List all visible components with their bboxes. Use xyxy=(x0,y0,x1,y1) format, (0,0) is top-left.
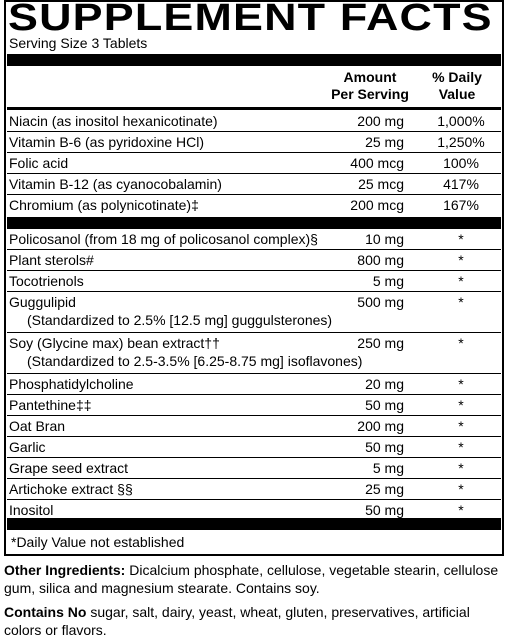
nutrient-daily-value: * xyxy=(458,397,464,413)
nutrient-amount: 200 mcg xyxy=(350,197,404,213)
thick-divider-top xyxy=(7,54,501,66)
nutrient-amount: 25 mcg xyxy=(358,176,404,192)
nutrient-daily-value: 1,000% xyxy=(437,113,485,129)
contains-no-label: Contains No xyxy=(4,604,87,620)
other-ingredients xyxy=(4,561,510,597)
row-divider xyxy=(7,332,501,333)
nutrient-daily-value: * xyxy=(458,460,464,476)
nutrient-name: Plant sterols# xyxy=(9,252,94,268)
row-divider xyxy=(7,152,501,153)
nutrient-standardization: (Standardized to 2.5% [12.5 mg] guggulsterones) xyxy=(27,312,333,328)
daily-value-header-line1: % Daily xyxy=(432,69,482,85)
nutrient-name: Pantethine‡‡ xyxy=(9,397,92,413)
nutrient-standardization: (Standardized to 2.5-3.5% [6.25-8.75 mg] isoflavones) xyxy=(27,353,363,369)
nutrient-name: Grape seed extract xyxy=(9,460,129,476)
nutrient-daily-value: 417% xyxy=(443,176,479,192)
nutrient-daily-value: * xyxy=(458,481,464,497)
row-divider xyxy=(7,249,501,250)
nutrient-name: Chromium (as polynicotinate)‡ xyxy=(9,197,199,213)
row-divider xyxy=(7,131,501,132)
nutrient-name: Vitamin B-6 (as pyridoxine HCl) xyxy=(9,134,205,150)
nutrient-amount: 25 mg xyxy=(365,481,404,497)
header-divider xyxy=(7,107,501,110)
nutrient-amount: 250 mg xyxy=(357,335,404,351)
daily-value-header xyxy=(412,69,502,103)
nutrient-daily-value: * xyxy=(458,335,464,351)
nutrient-name: Folic acid xyxy=(9,155,69,171)
amount-header-line2: Per Serving xyxy=(331,86,409,102)
nutrient-name: Oat Bran xyxy=(9,418,66,434)
row-divider xyxy=(7,436,501,437)
amount-header-line1: Amount xyxy=(343,69,397,85)
nutrient-amount: 5 mg xyxy=(372,460,404,476)
nutrient-name: Inositol xyxy=(9,502,54,518)
nutrient-amount: 50 mg xyxy=(365,439,404,455)
nutrient-amount: 25 mg xyxy=(365,134,404,150)
contains-no-text: sugar, salt, dairy, yeast, wheat, gluten, preservatives, artificial colors or flavors. xyxy=(4,604,470,638)
nutrient-name: Artichoke extract §§ xyxy=(9,481,133,497)
nutrient-name: Tocotrienols xyxy=(9,273,84,289)
nutrient-name: Guggulipid xyxy=(9,294,76,310)
nutrient-daily-value: 1,250% xyxy=(437,134,485,150)
nutrient-name: Garlic xyxy=(9,439,46,455)
nutrient-daily-value: * xyxy=(458,418,464,434)
nutrient-daily-value: 100% xyxy=(443,155,479,171)
nutrient-daily-value: * xyxy=(458,376,464,392)
other-ingredients-text: Dicalcium phosphate, cellulose, vegetable stearin, cellulose gum, silica and magnesium stearate. Contains soy. xyxy=(4,562,499,596)
row-divider xyxy=(7,270,501,271)
nutrient-amount: 50 mg xyxy=(365,502,404,518)
nutrient-daily-value: * xyxy=(458,231,464,247)
nutrient-amount: 500 mg xyxy=(357,294,404,310)
contains-no xyxy=(4,603,510,639)
nutrient-name: Phosphatidylcholine xyxy=(9,376,134,392)
row-divider xyxy=(7,373,501,374)
nutrient-amount: 10 mg xyxy=(365,231,404,247)
serving-size: Serving Size 3 Tablets xyxy=(9,35,148,51)
nutrient-daily-value: * xyxy=(458,273,464,289)
amount-header xyxy=(318,69,422,103)
nutrient-daily-value: * xyxy=(458,439,464,455)
thick-divider-bottom xyxy=(7,518,501,530)
nutrient-daily-value: * xyxy=(458,294,464,310)
panel-title: SUPPLEMENT FACTS xyxy=(8,0,493,39)
row-divider xyxy=(7,478,501,479)
row-divider xyxy=(7,194,501,195)
nutrient-amount: 20 mg xyxy=(365,376,404,392)
nutrient-name: Vitamin B-12 (as cyanocobalamin) xyxy=(9,176,222,192)
nutrient-amount: 200 mg xyxy=(357,418,404,434)
row-divider xyxy=(7,291,501,292)
row-divider xyxy=(7,415,501,416)
nutrient-daily-value: * xyxy=(458,502,464,518)
nutrient-amount: 800 mg xyxy=(357,252,404,268)
nutrient-name: Policosanol (from 18 mg of policosanol complex)§ xyxy=(9,231,318,247)
row-divider xyxy=(7,173,501,174)
daily-value-header-line2: Value xyxy=(438,86,476,102)
row-divider xyxy=(7,499,501,500)
nutrient-amount: 50 mg xyxy=(365,397,404,413)
nutrient-daily-value: 167% xyxy=(443,197,479,213)
nutrient-name: Niacin (as inositol hexanicotinate) xyxy=(9,113,218,129)
nutrient-amount: 200 mg xyxy=(357,113,404,129)
row-divider xyxy=(7,394,501,395)
row-divider xyxy=(7,457,501,458)
nutrient-name: Soy (Glycine max) bean extract†† xyxy=(9,335,220,351)
nutrient-amount: 400 mcg xyxy=(350,155,404,171)
thick-divider-middle xyxy=(7,217,501,229)
nutrient-daily-value: * xyxy=(458,252,464,268)
daily-value-footnote: *Daily Value not established xyxy=(11,534,185,550)
nutrient-amount: 5 mg xyxy=(372,273,404,289)
other-ingredients-label: Other Ingredients: xyxy=(4,562,126,578)
